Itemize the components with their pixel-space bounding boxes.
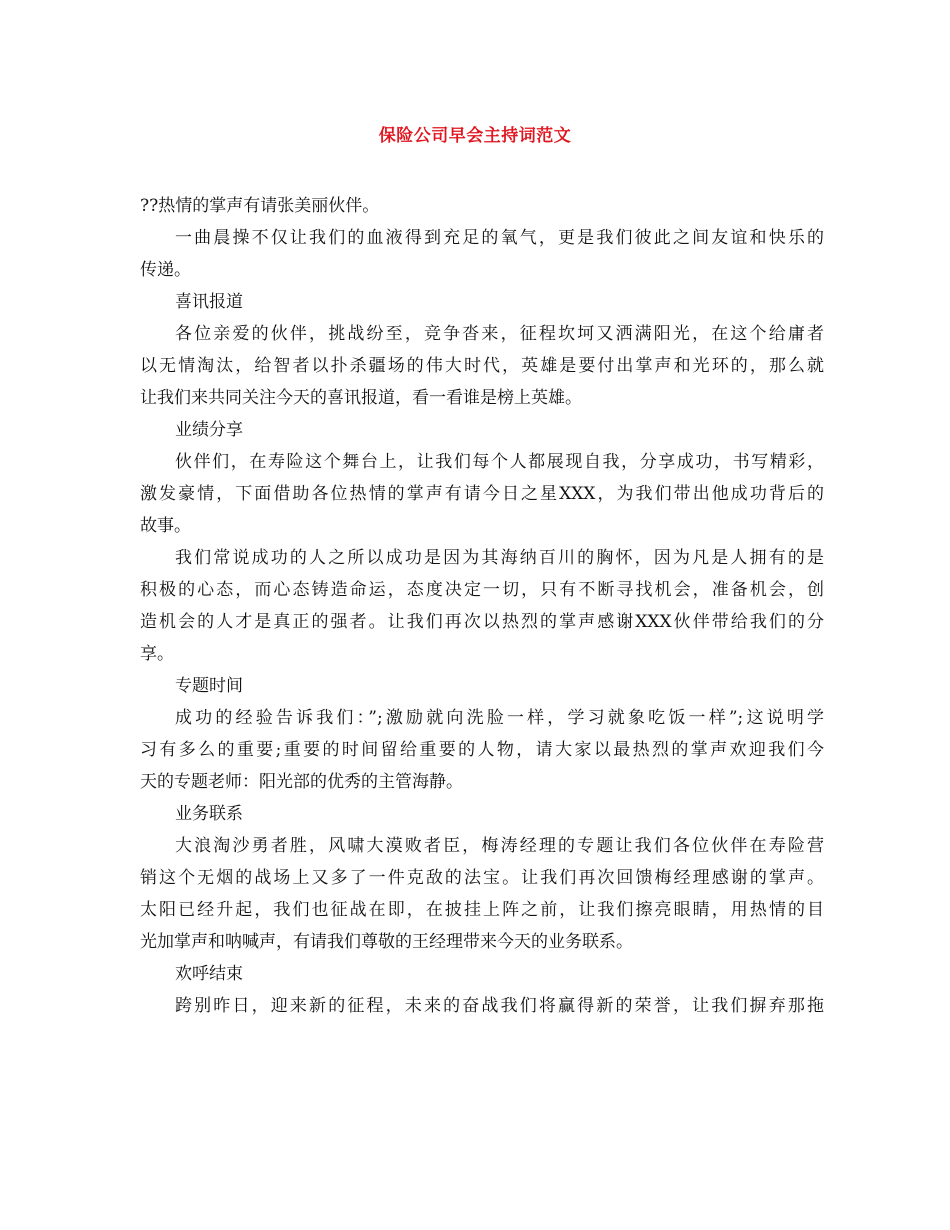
body-line: 习有多么的重要;重要的时间留给重要的人物，请大家以最热烈的掌声欢迎我们今: [140, 740, 824, 760]
body-line: 激发豪情，下面借助各位热情的掌声有请今日之星XXX，为我们带出他成功背后的: [140, 484, 824, 504]
body-line: 故事。: [140, 516, 191, 536]
body-line: 各位亲爱的伙伴，挑战纷至，竞争沓来，征程坎坷又洒满阳光，在这个给庸者: [175, 324, 824, 344]
body-line: 传递。: [140, 260, 191, 280]
document-body: [140, 190, 824, 1022]
body-line: 积极的心态，而心态铸造命运，态度决定一切，只有不断寻找机会，准备机会，创: [140, 580, 824, 600]
body-line: 享。: [140, 644, 174, 664]
body-line: 让我们来共同关注今天的喜讯报道，看一看谁是榜上英雄。: [140, 388, 582, 408]
body-line: ??热情的掌声有请张美丽伙伴。: [140, 196, 380, 216]
body-line: 以无情淘汰，给智者以扑杀疆场的伟大时代，英雄是要付出掌声和光环的，那么就: [140, 356, 824, 376]
body-line: 我们常说成功的人之所以成功是因为其海纳百川的胸怀，因为凡是人拥有的是: [175, 548, 824, 568]
section-heading: 欢呼结束: [175, 964, 243, 984]
section-heading: 业绩分享: [175, 420, 243, 440]
body-line: 光加掌声和呐喊声，有请我们尊敬的王经理带来今天的业务联系。: [140, 932, 633, 952]
body-line: 成功的经验告诉我们：”;激励就向洗脸一样，学习就象吃饭一样”;这说明学: [175, 708, 824, 728]
body-line: 太阳已经升起，我们也征战在即，在披挂上阵之前，让我们擦亮眼睛，用热情的目: [140, 900, 824, 920]
body-line: 大浪淘沙勇者胜，风啸大漠败者臣，梅涛经理的专题让我们各位伙伴在寿险营: [175, 836, 824, 856]
body-line: 一曲晨操不仅让我们的血液得到充足的氧气，更是我们彼此之间友谊和快乐的: [175, 228, 824, 248]
section-heading: 专题时间: [175, 676, 243, 696]
section-heading: 业务联系: [175, 804, 243, 824]
body-line: 天的专题老师：阳光部的优秀的主管海静。: [140, 772, 463, 792]
document-title: 保险公司早会主持词范文: [378, 126, 572, 146]
body-line: 伙伴们，在寿险这个舞台上，让我们每个人都展现自我，分享成功，书写精彩，: [175, 452, 824, 472]
body-line: 销这个无烟的战场上又多了一件克敌的法宝。让我们再次回馈梅经理感谢的掌声。: [140, 868, 824, 888]
section-heading: 喜讯报道: [175, 292, 243, 312]
body-line: 跨别昨日，迎来新的征程，未来的奋战我们将赢得新的荣誉，让我们摒弃那拖: [175, 996, 824, 1016]
body-line: 造机会的人才是真正的强者。让我们再次以热烈的掌声感谢XXX伙伴带给我们的分: [140, 612, 824, 632]
